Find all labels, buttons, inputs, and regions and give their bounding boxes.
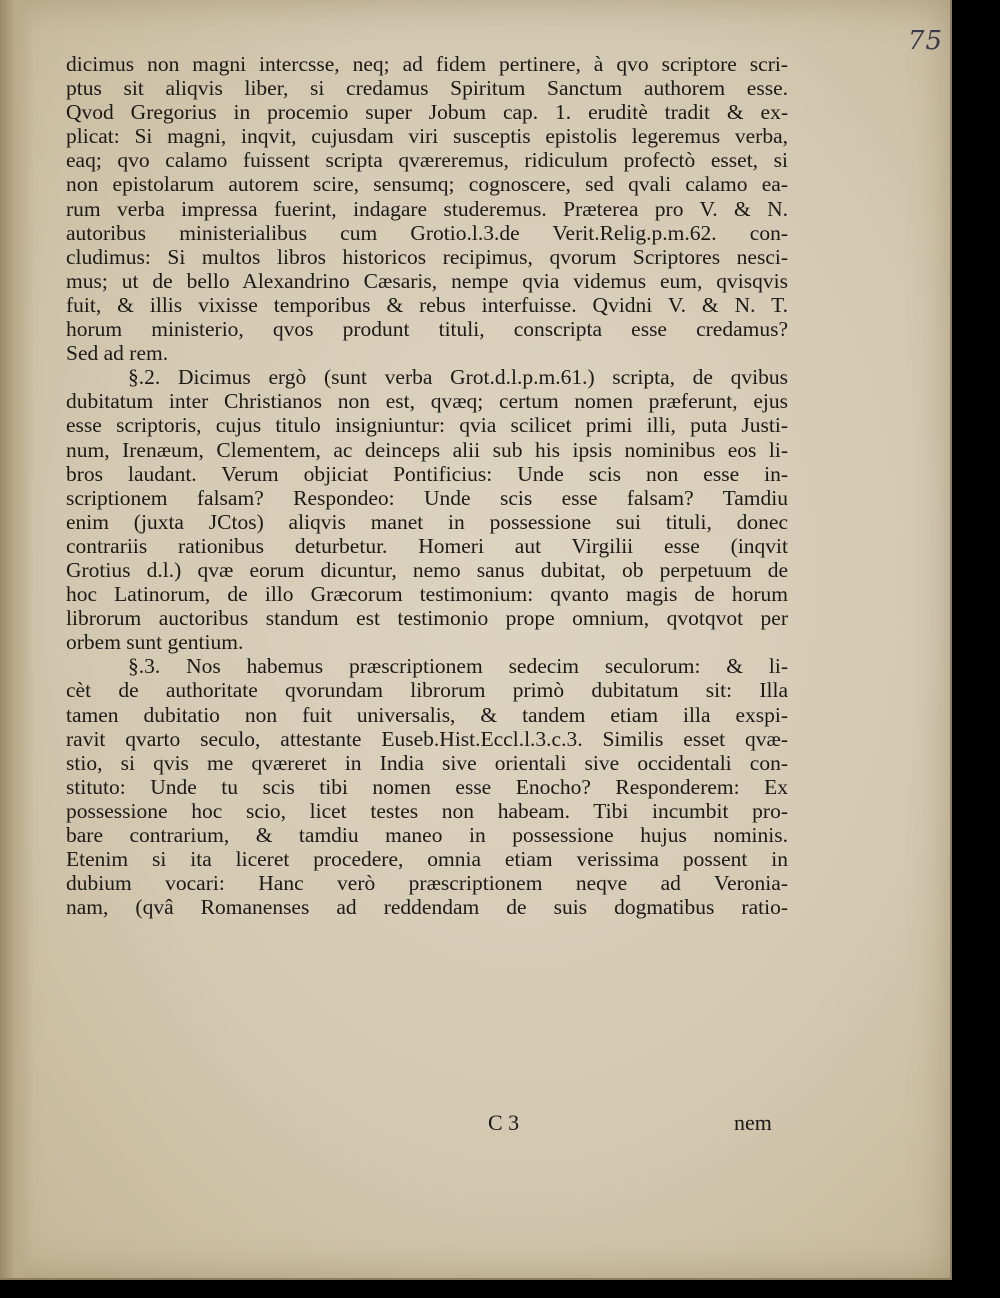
text-line: scriptionem falsam? Respondeo: Unde scis esse falsam? Tamdiu (66, 485, 788, 510)
text-line: dubitatum inter Christianos non est, qvæq; certum nomen præferunt, ejus (66, 389, 788, 414)
folio-number: 75 (908, 26, 944, 56)
text-line: bare contrarium, & tamdiu maneo in possessione hujus nominis. (66, 823, 788, 847)
text-line: autoribus ministerialibus cum Grotio.l.3.de Verit.Relig.p.m.62. con- (66, 220, 788, 245)
paragraph-start-2: §.2. Dicimus ergò (sunt verba Grot.d.l.p.m.61.) scripta, de qvibus (128, 365, 788, 390)
text-line: rum verba impressa fuerint, indagare studeremus. Præterea pro V. & N. (66, 196, 788, 221)
text-line: fuit, & illis vixisse temporibus & rebus interfuisse. Qvidni V. & N. T. (66, 292, 788, 317)
text-line: possessione hoc scio, licet testes non habeam. Tibi incumbit pro- (66, 798, 788, 823)
text-line: horum ministerio, qvos produnt tituli, conscripta esse credamus? (66, 317, 788, 342)
binding-edge (0, 0, 34, 1278)
text-line: ravit qvarto seculo, attestante Euseb.Hist.Eccl.l.3.c.3. Similis esset qvæ- (66, 726, 788, 751)
text-line: eaq; qvo calamo fuissent scripta qværeremus, ridiculum profectò esset, si (66, 148, 788, 173)
text-line: stituto: Unde tu scis tibi nomen esse Enocho? Responderem: Ex (66, 774, 788, 799)
text-line: num, Irenæum, Clementem, ac deinceps alii sub his ipsis nominibus eos li- (66, 437, 788, 462)
text-line: Etenim si ita liceret procedere, omnia etiam verissima possent in (66, 847, 788, 872)
text-line: cèt de authoritate qvorundam librorum primò dubitatum sit: Illa (66, 678, 788, 703)
text-line: mus; ut de bello Alexandrino Cæsaris, nempe qvia videmus eum, qvisqvis (66, 268, 788, 293)
paragraph-start-3: §.3. Nos habemus præscriptionem sedecim seculorum: & li- (128, 654, 788, 679)
text-line: dubium vocari: Hanc verò præscriptionem neqve ad Veronia- (66, 871, 788, 896)
text-line: stio, si qvis me qværeret in India sive orientali sive occidentali con- (66, 750, 788, 775)
text-line: ptus sit aliqvis liber, si credamus Spiritum Sanctum authorem esse. (66, 76, 788, 101)
text-line: Qvod Gregorius in procemio super Jobum cap. 1. eruditè tradit & ex- (66, 100, 788, 125)
text-line: tamen dubitatio non fuit universalis, & tandem etiam illa exspi- (66, 702, 788, 727)
text-line: cludimus: Si multos libros historicos recipimus, qvorum Scriptores nesci- (66, 244, 788, 269)
text-line: nam, (qvâ Romanenses ad reddendam de suis dogmatibus ratio- (66, 895, 788, 920)
text-line: Sed ad rem. (66, 341, 169, 366)
text-line: hoc Latinorum, de illo Græcorum testimonium: qvanto magis de horum (66, 582, 788, 607)
text-line: esse scriptoris, cujus titulo insigniuntur: qvia scilicet primi illi, puta Justi- (66, 413, 788, 438)
text-line: orbem sunt gentium. (66, 630, 244, 655)
signature-mark: C 3 (488, 1110, 520, 1135)
catchword: nem (734, 1110, 772, 1135)
text-line: dicimus non magni intercsse, neq; ad fidem pertinere, à qvo scriptore scri- (66, 52, 788, 76)
main-text (66, 52, 788, 919)
text-line: enim (juxta JCtos) aliqvis manet in possessione sui tituli, donec (66, 509, 788, 534)
text-line: non epistolarum autorem scire, sensumq; cognoscere, sed qvali calamo ea- (66, 172, 788, 197)
text-line: bros laudant. Verum objiciat Pontificius: Unde scis non esse in- (66, 461, 788, 486)
text-line: plicat: Si magni, inqvit, cujusdam viri susceptis epistolis legeremus verba, (66, 124, 788, 149)
text-line: librorum auctoribus standum est testimonio prope omnium, qvotqvot per (66, 606, 788, 631)
text-line: contrariis rationibus deturbetur. Homeri aut Virgilii esse (inqvit (66, 533, 788, 558)
text-line: Grotius d.l.) qvæ eorum dicuntur, nemo sanus dubitat, ob perpetuum de (66, 557, 788, 582)
